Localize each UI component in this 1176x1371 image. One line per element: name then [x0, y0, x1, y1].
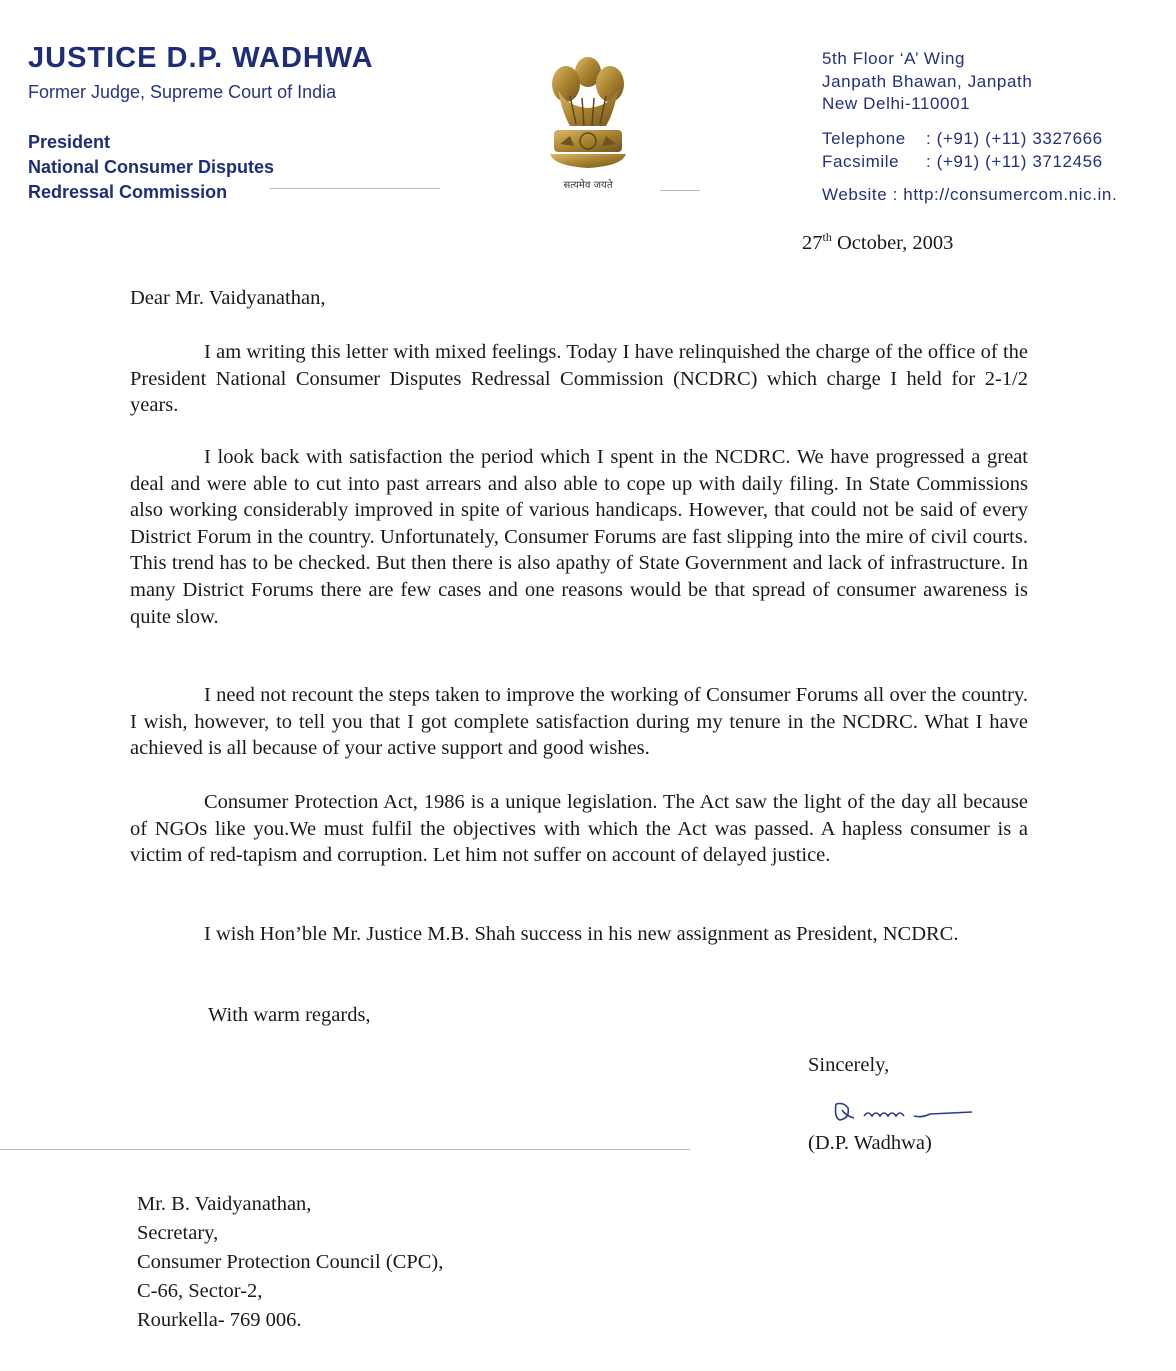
- letterhead-name: JUSTICE D.P. WADHWA: [28, 42, 374, 74]
- address-line-2: Janpath Bhawan, Janpath: [822, 71, 1033, 91]
- recipient-line-3: Consumer Protection Council (CPC),: [137, 1251, 444, 1273]
- emblem-motto: सत्यमेव जयते: [563, 180, 613, 191]
- letter-date: [802, 230, 953, 255]
- date-day: 27: [802, 231, 823, 254]
- paragraph-text: I need not recount the steps taken to improve the working of Consumer Forums all over the country. I wish, however, to tell you that I got complete satisfaction during my tenure in the NCDRC. What I have achieved is all because of your active support and good wishes.: [130, 684, 1028, 760]
- paragraph-1: [130, 339, 1028, 419]
- telephone-line: [822, 128, 1103, 151]
- paragraph-text: I am writing this letter with mixed feelings. Today I have relinquished the charge of the office of the President National Consumer Disputes Redressal Commission (NCDRC) which charge I held for 2-1/2 years.: [130, 341, 1028, 417]
- role-line-1: President: [28, 132, 111, 152]
- recipient-line-5: Rourkella- 769 006.: [137, 1309, 302, 1331]
- letterhead-contact: [822, 128, 1103, 173]
- scan-mark: [270, 188, 440, 189]
- paragraph-3: [130, 682, 1028, 762]
- salutation: Dear Mr. Vaidyanathan,: [130, 287, 326, 309]
- paragraph-text: Consumer Protection Act, 1986 is a unique legislation. The Act saw the light of the day all because of NGOs like you.We must fulfil the objectives with which the Act was passed. A hapless consumer is a victim of red-tapism and corruption. Let him not suffer on account of delayed justice.: [130, 791, 1028, 867]
- recipient-address: [137, 1190, 443, 1335]
- date-rest: October, 2003: [831, 231, 954, 254]
- paragraph-4: [130, 789, 1028, 869]
- closing-regards: With warm regards,: [208, 1004, 371, 1026]
- date-suffix: th: [822, 230, 832, 244]
- closing-sincerely: Sincerely,: [808, 1054, 890, 1076]
- paragraph-2: [130, 444, 1028, 630]
- paragraph-text: I wish Hon’ble Mr. Justice M.B. Shah success in his new assignment as President, NCDRC.: [204, 923, 959, 945]
- telephone-label: Telephone: [822, 129, 906, 148]
- recipient-line-4: C-66, Sector-2,: [137, 1280, 263, 1302]
- letterhead-address: [822, 48, 1032, 116]
- letterhead-role: [28, 130, 274, 205]
- fax-value: : (+91) (+11) 3712456: [926, 151, 1103, 171]
- address-line-1: 5th Floor ‘A’ Wing: [822, 49, 966, 68]
- signature-name: (D.P. Wadhwa): [808, 1132, 932, 1154]
- recipient-line-1: Mr. B. Vaidyanathan,: [137, 1193, 312, 1215]
- paragraph-5: [130, 921, 1028, 948]
- fax-line: [822, 151, 1103, 174]
- handwritten-signature-icon: [830, 1096, 980, 1126]
- recipient-line-2: Secretary,: [137, 1222, 219, 1244]
- fax-label: Facsimile: [822, 151, 900, 171]
- letterhead-subtitle: Former Judge, Supreme Court of India: [28, 82, 337, 102]
- scan-mark: [0, 1149, 690, 1150]
- address-line-3: New Delhi-110001: [822, 94, 971, 113]
- role-line-3: Redressal Commission: [28, 182, 228, 202]
- letterhead-website: Website : http://consumercom.nic.in.: [822, 185, 1118, 204]
- paragraph-text: I look back with satisfaction the period which I spent in the NCDRC. We have progressed a great deal and were able to cut into past arrears and also able to cope up with daily filing. In State Commissions also working considerably improved in spite of various handicaps. However, that could not be said of every District Forum in the country. Unfortunately, Consumer Forums are fast slipping into the mire of civil courts. This trend has to be checked. But then there is also apathy of State Government and lack of infrastructure. In many District Forums there are few cases and one reasons would be that spread of consumer awareness is quite slow.: [130, 446, 1028, 628]
- role-line-2: National Consumer Disputes: [28, 157, 275, 177]
- scan-mark: [660, 190, 700, 191]
- telephone-value: : (+91) (+11) 3327666: [926, 129, 1103, 148]
